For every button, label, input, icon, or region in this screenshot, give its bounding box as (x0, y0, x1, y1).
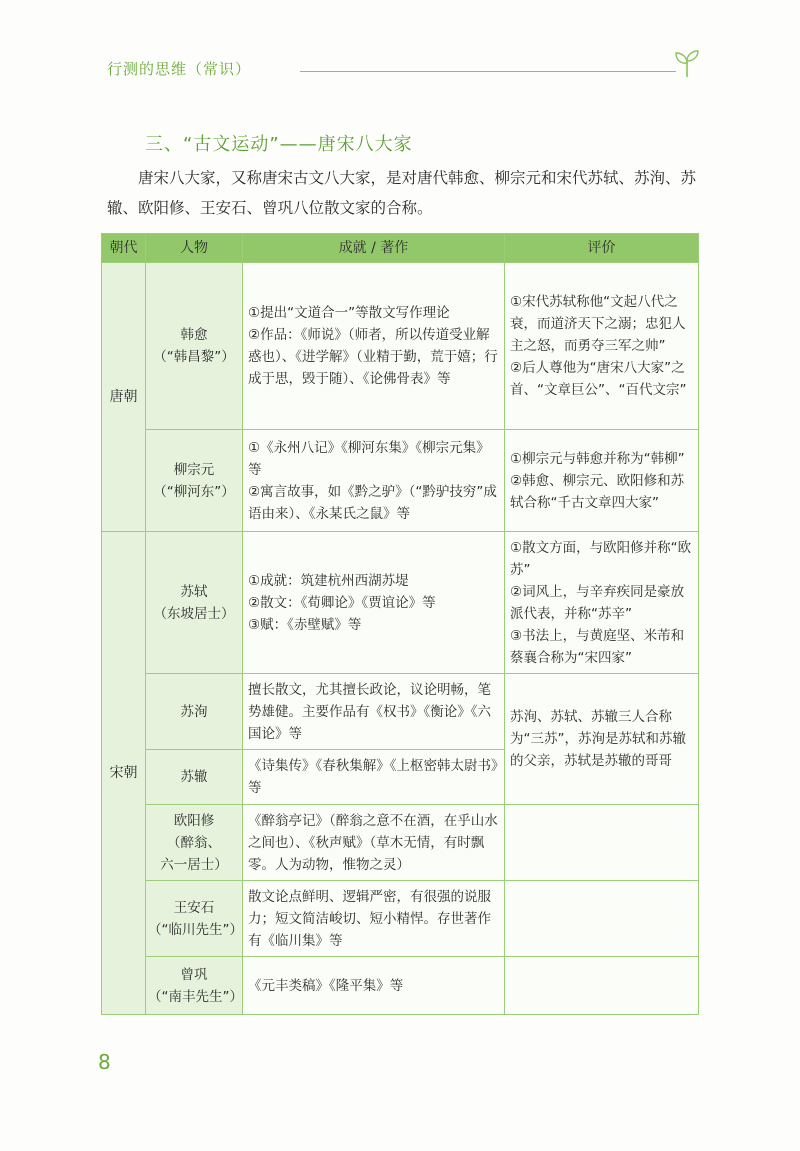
works-su-zhe (243, 750, 505, 805)
intro-paragraph: 唐宋八大家，又称唐宋古文八大家，是对唐代韩愈、柳宗元和宋代苏轼、苏洵、苏辙、欧阳修、王安石、曾巩八位散文家的合称。 (107, 169, 697, 217)
person-liu-zongyuan (146, 430, 243, 532)
section-title: 三、“古文运动”——唐宋八大家 (145, 134, 413, 155)
running-header (0, 40, 800, 90)
person-name: 王安石 (173, 899, 215, 916)
eval-three-su (505, 674, 699, 805)
table-row (102, 957, 699, 1015)
table-row (102, 805, 699, 881)
works-su-shi (243, 532, 505, 674)
header-person: 人物 (146, 234, 243, 263)
person-name: 曾巩 (180, 966, 208, 983)
dynasty-tang: 唐朝 (102, 263, 146, 532)
eval-item: ①宋代苏轼称他“文起八代之衰，而道济天下之溺；忠犯人主之怒，而勇夺三军之帅” (510, 294, 686, 354)
works-item: ③赋：《赤壁赋》等 (248, 616, 362, 633)
person-alias: （“柳河东”） (153, 483, 235, 500)
eight-masters-table (101, 233, 699, 1015)
running-header-title: 行测的思维（常识） (107, 60, 252, 78)
eval-item: 苏洵、苏轼、苏辙三人合称为“三苏”，苏洵是苏轼和苏辙的父亲，苏轼是苏辙的哥哥 (510, 709, 686, 769)
works-ouyang-xiu (243, 805, 505, 881)
dynasty-song: 宋朝 (102, 532, 146, 1015)
person-name: 柳宗元 (173, 461, 215, 478)
works-wang-anshi (243, 881, 505, 957)
eval-item: ①散文方面，与欧阳修并称“欧苏” (510, 539, 692, 578)
table-row (102, 881, 699, 957)
eval-liu-zongyuan (505, 430, 699, 532)
person-zeng-gong (146, 957, 243, 1015)
person-alias: （东坡居士） (153, 605, 235, 622)
person-su-shi (146, 532, 243, 674)
eval-su-shi (505, 532, 699, 674)
works-item: ②作品：《师说》（师者，所以传道受业解惑也）、《进学解》（业精于勤，荒于嬉；行成于思，毁于随）、《论佛骨表》等 (248, 327, 498, 387)
person-wang-anshi (146, 881, 243, 957)
works-zeng-gong (243, 957, 505, 1015)
header-works: 成就 / 著作 (243, 234, 505, 263)
works-item: 《元丰类稿》《隆平集》等 (248, 977, 404, 994)
person-alias: （醉翁、 (167, 834, 221, 851)
eval-han-yu (505, 263, 699, 430)
person-alias: 六一居士） (160, 856, 228, 873)
works-item: 《醉翁亭记》（醉翁之意不在酒，在乎山水之间也）、《秋声赋》（草木无情，有时飘零。人为动物，惟物之灵） (248, 812, 498, 873)
eval-item: ①柳宗元与韩愈并称为“韩柳” (510, 450, 685, 467)
eval-item: ②后人尊他为“唐宋八大家”之首、“文章巨公”、“百代文宗” (510, 360, 687, 398)
eval-item: ③书法上，与黄庭坚、米芾和蔡襄合称为“宋四家” (510, 627, 685, 666)
works-liu-zongyuan (243, 430, 505, 532)
person-su-zhe (146, 750, 243, 805)
person-name: 苏辙 (180, 769, 208, 785)
header-dynasty: 朝代 (102, 234, 146, 263)
table-row (102, 674, 699, 750)
eval-zeng-gong (505, 957, 699, 1015)
eval-ouyang-xiu (505, 805, 699, 881)
person-ouyang-xiu (146, 805, 243, 881)
person-name: 苏轼 (180, 583, 208, 600)
person-su-xun (146, 674, 243, 750)
table-header-row (102, 234, 699, 263)
table-row (102, 430, 699, 532)
works-han-yu (243, 263, 505, 430)
person-alias: （“临川先生”） (148, 921, 243, 938)
works-item: ②散文：《荀卿论》《贾谊论》等 (248, 594, 436, 611)
header-evaluation: 评价 (505, 234, 699, 263)
person-name: 苏洵 (180, 703, 208, 720)
person-name: 韩愈 (180, 327, 208, 343)
works-item: ①成就：筑建杭州西湖苏堤 (248, 572, 409, 589)
table-row (102, 263, 699, 430)
person-alias: （“韩昌黎”） (153, 349, 235, 365)
page-number: 8 (98, 1050, 111, 1074)
sprout-icon (674, 48, 700, 78)
person-alias: （“南丰先生”） (148, 988, 243, 1005)
works-item: 散文论点鲜明、逻辑严密，有很强的说服力；短文简洁峻切、短小精悍。存世著作有《临川集》等 (248, 888, 491, 949)
eval-wang-anshi (505, 881, 699, 957)
eval-item: ②韩愈、柳宗元、欧阳修和苏轼合称“千古文章四大家” (510, 472, 685, 511)
header-rule (300, 71, 676, 72)
works-item: ①提出“文道合一”等散文写作理论 (248, 305, 450, 321)
eval-item: ②词风上，与辛弃疾同是豪放派代表，并称“苏辛” (510, 583, 685, 622)
works-su-xun (243, 674, 505, 750)
works-item: ②寓言故事，如《黔之驴》（“黔驴技穷”成语由来）、《永某氏之鼠》等 (248, 483, 497, 522)
person-han-yu (146, 263, 243, 430)
person-name: 欧阳修 (173, 812, 215, 829)
table-row (102, 532, 699, 674)
works-item: ①《永州八记》《柳河东集》《柳宗元集》等 (248, 439, 490, 478)
works-item: 擅长散文，尤其擅长政论，议论明畅，笔势雄健。主要作品有《权书》《衡论》《六国论》等 (248, 681, 491, 742)
works-item: 《诗集传》《春秋集解》《上枢密韩太尉书》等 (248, 758, 498, 796)
